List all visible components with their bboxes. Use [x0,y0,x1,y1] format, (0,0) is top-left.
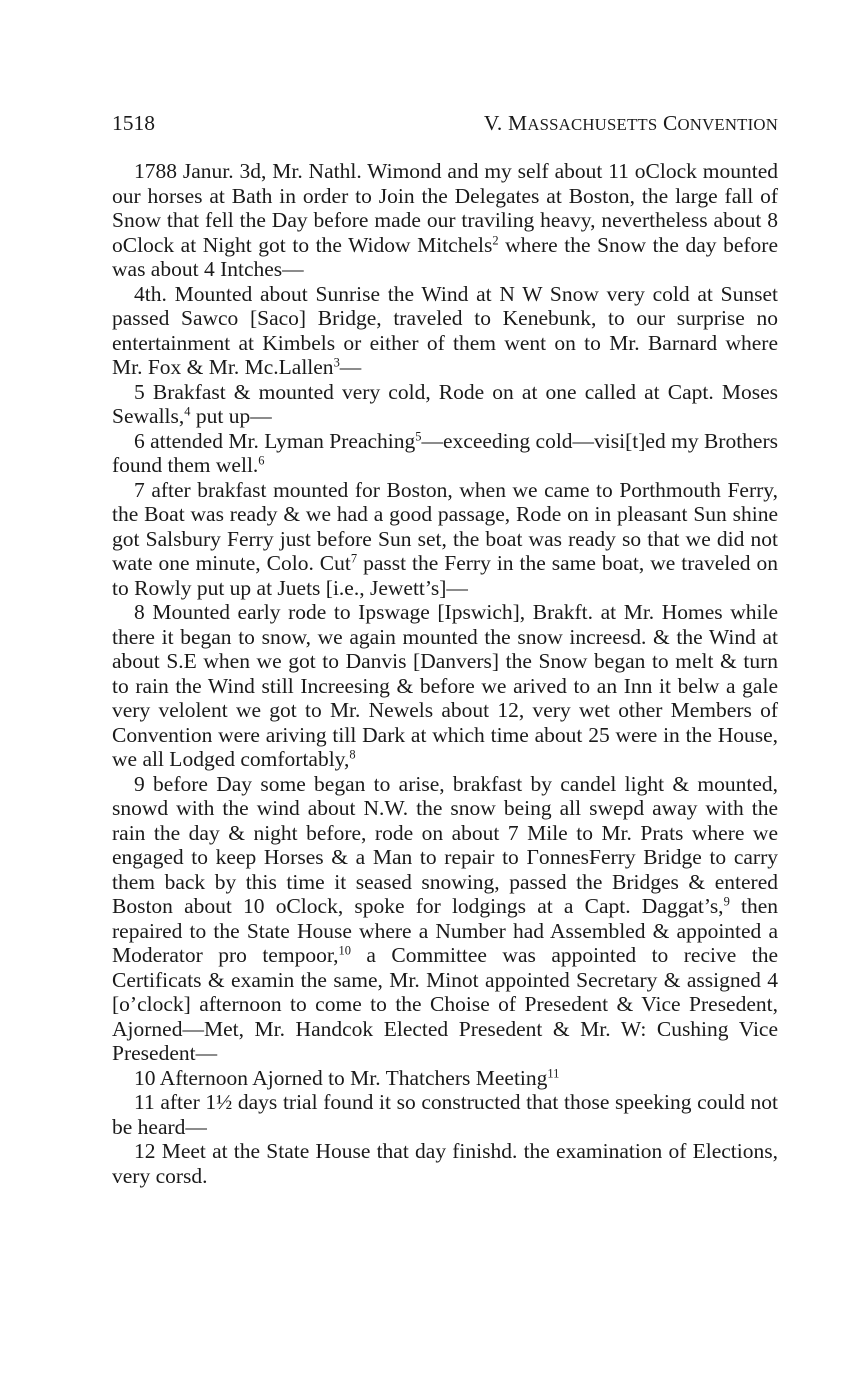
entry-text: —exceeding cold—visi[t]ed my Brothers found them well. [112,428,778,477]
entry-text: where the Snow the day before was about 4 Intches— [112,232,778,281]
diary-entry [112,478,778,601]
entry-text: 7 after brakfast mounted for Boston, when we came to Porthmouth Ferry, the Boat was ready & we had a good passage, Rode on in pleasant Sun shine got Salsbury Ferry just before Sun set, the boat was ready so that we did not wate one minute, Colo. Cut [112,477,778,575]
running-head-part: M [507,111,528,135]
diary-entry [112,159,778,282]
entry-text: 10 Afternoon Ajorned to Mr. Thatchers Meeting [134,1065,548,1090]
entry-text: a Committee was appointed to recive the Certificats & examin the same, Mr. Minot appointed Secretary & assigned 4 [o’clock] afternoon to come to the Choise of Presedent & Vice Presedent, Ajorned—Met, Mr. Handcok Elected Presedent & Mr. W: Cushing Vice Presedent— [112,943,778,1065]
entry-text: then repaired to the State House where a Number had Assembled & appointed a Moderator pro tempoor, [112,894,778,967]
footnote-ref: 2 [492,232,499,247]
running-head-part: C [662,111,678,135]
entry-text: passt the Ferry in the same boat, we traveled on to Rowly put up at Juets [i.e., Jewett’s]— [112,551,778,600]
footnote-ref: 10 [338,943,351,958]
running-head-part: ONVENTION [677,115,778,134]
running-head-part: V. [483,111,508,135]
footnote-ref: 6 [258,453,265,468]
diary-entry [112,282,778,380]
diary-entry [112,380,778,429]
entry-text: — [339,355,362,379]
page-number: 1518 [112,111,155,135]
footnote-ref: 4 [184,404,191,419]
footnote-ref: 11 [547,1065,560,1080]
entry-text: 9 before Day some began to arise, brakfast by candel light & mounted, snowd with the wind about N.W. the snow being all swepd away with the rain the day & night before, rode on about 7 Mile to Mr. Prats where we engaged to keep Horses & a Man to repair to ΓonnesFerry Bridge to carry them back by this time it seased snowing, passed the Bridges & entered Boston about 10 oClock, spoke for lodgings at a Capt. Daggat’s, [112,771,778,918]
entry-text: 1788 Janur. 3d, Mr. Nathl. Wimond and my self about 11 oClock mounted our horses at Bath in order to Join the Delegates at Boston, the large fall of Snow that fell the Day before made our traviling heavy, nevertheless about 8 oClock at Night got to the Widow Mitchels [112,159,778,257]
diary-entries [112,159,778,1188]
entry-text: 4th. Mounted about Sunrise the Wind at N W Snow very cold at Sunset passed Sawco [Saco] Bridge, traveled to Kenebunk, to our surprise no entertainment at Kimbels or either of them went on to Mr. Barnard where Mr. Fox & Mr. Mc.Lallen [112,281,778,379]
diary-entry [112,1066,778,1091]
diary-entry [112,429,778,478]
entry-text: 11 after 1½ days trial found it so constructed that those speeking could not be heard— [112,1090,778,1139]
entry-text: 6 attended Mr. Lyman Preaching [134,428,416,453]
footnote-ref: 3 [333,355,340,370]
footnote-ref: 7 [350,551,358,566]
diary-entry [112,1090,778,1139]
entry-text: 12 Meet at the State House that day finishd. the examination of Elections, very corsd. [112,1139,778,1188]
running-head-part: ASSACHUSETTS [527,115,658,134]
diary-entry [112,1139,778,1188]
footnote-ref: 5 [415,428,422,443]
running-head [484,110,778,138]
footnote-ref: 9 [723,894,730,909]
diary-entry [112,772,778,1066]
entry-text: put up— [190,404,272,428]
entry-text: 5 Brakfast & mounted very cold, Rode on at one called at Capt. Moses Sewalls, [112,379,778,428]
diary-entry [112,600,778,772]
entry-text: 8 Mounted early rode to Ipswage [Ipswich], Brakft. at Mr. Homes while there it began to snow, we again mounted the snow increesd. & the Wind at about S.E when we got to Danvis [Danvers] the Snow began to melt & turn to rain the Wind still Increesing & before we arived to an Inn it belw a gale very velolent we got to Mr. Newels about 12, very wet other Members of Convention were ariving till Dark at which time about 25 were in the House, we all Lodged comfortably, [112,600,778,771]
footnote-ref: 8 [349,747,356,762]
